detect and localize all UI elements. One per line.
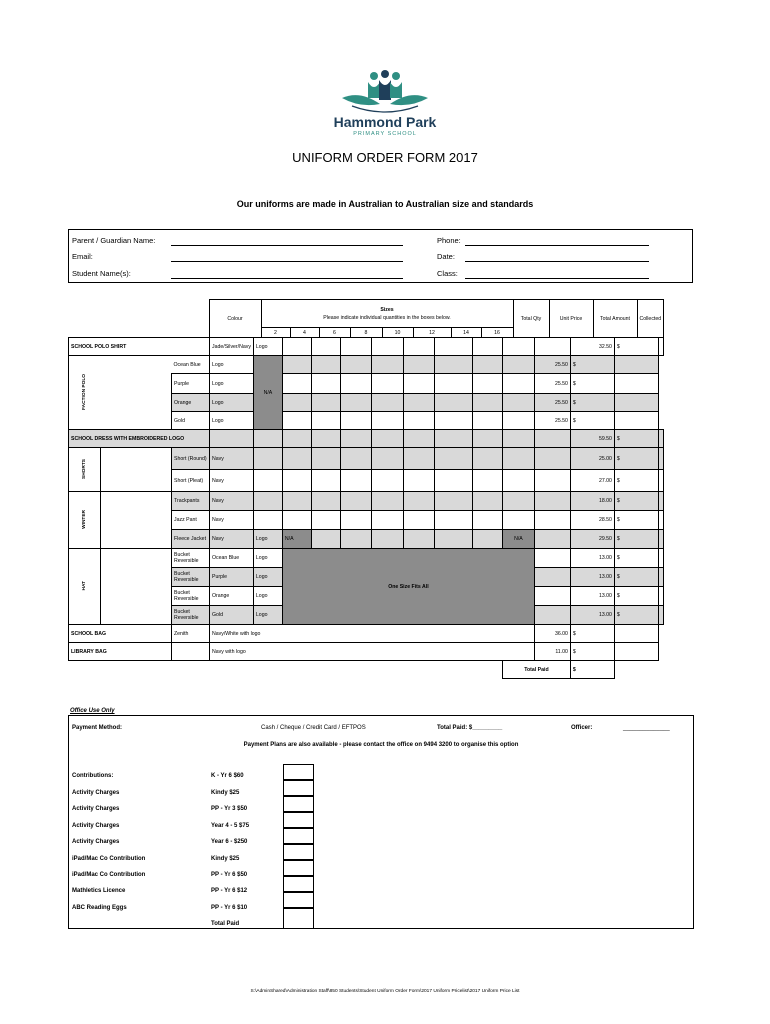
unit-price: 25.00 — [570, 448, 614, 470]
phone-label: Phone: — [437, 236, 461, 245]
office-use-label: Office Use Only — [70, 708, 115, 714]
contribution-amount-box[interactable] — [283, 796, 314, 812]
contribution-detail: Year 6 - $250 — [211, 839, 248, 845]
student-name-field[interactable] — [171, 278, 403, 279]
contribution-amount-box[interactable] — [283, 780, 314, 796]
qty-cell[interactable] — [311, 470, 340, 492]
total-qty-cell[interactable] — [534, 606, 570, 625]
qty-cell[interactable] — [434, 511, 472, 530]
contribution-amount-box[interactable] — [283, 844, 314, 860]
date-field[interactable] — [465, 261, 649, 262]
qty-cell[interactable] — [434, 448, 472, 470]
logo-cell: Logo — [210, 394, 254, 412]
logo-cell: Logo — [210, 374, 254, 394]
dollar-sign: $ — [614, 430, 658, 448]
colour-cell: Navy — [210, 530, 254, 549]
qty-cell[interactable] — [434, 394, 472, 412]
dollar-sign: $ — [570, 356, 614, 374]
qty-cell[interactable] — [311, 530, 340, 549]
unit-price: 11.00 — [534, 643, 570, 661]
unit-price: 29.50 — [570, 530, 614, 549]
shorts-label: SHORTS — [82, 458, 87, 479]
class-label: Class: — [437, 269, 458, 278]
contribution-amount-box[interactable] — [283, 892, 314, 908]
contribution-total-box[interactable] — [283, 908, 314, 929]
qty-cell[interactable] — [282, 338, 311, 356]
qty-cell[interactable] — [282, 394, 311, 412]
qty-cell[interactable] — [371, 412, 403, 430]
contribution-label: Mathletics Licence — [72, 888, 126, 894]
item-name: SCHOOL BAG — [69, 625, 172, 643]
qty-cell[interactable] — [340, 511, 371, 530]
unit-price: 27.00 — [570, 470, 614, 492]
qty-cell[interactable] — [340, 394, 371, 412]
qty-cell[interactable] — [311, 374, 340, 394]
qty-cell[interactable] — [403, 374, 434, 394]
qty-cell[interactable] — [311, 492, 340, 511]
colour-cell: Orange — [172, 394, 210, 412]
collected-cell[interactable] — [658, 338, 663, 356]
dollar-sign: $ — [614, 338, 658, 356]
qty-cell[interactable] — [311, 338, 340, 356]
qty-cell[interactable] — [311, 430, 340, 448]
contribution-detail: PP - Yr 6 $50 — [211, 872, 248, 878]
qty-cell[interactable] — [502, 511, 534, 530]
dollar-sign: $ — [570, 625, 614, 643]
qty-cell[interactable] — [311, 394, 340, 412]
qty-cell[interactable] — [371, 338, 403, 356]
qty-cell[interactable] — [472, 374, 502, 394]
colour-cell: Navy — [210, 492, 254, 511]
total-qty-cell[interactable] — [534, 530, 570, 549]
qty-cell[interactable] — [472, 530, 502, 549]
item-cell: Short (Round) — [172, 448, 210, 470]
total-paid-value[interactable]: $ — [570, 661, 614, 679]
contribution-label: Contributions: — [72, 773, 114, 779]
colour-cell: Jade/Silver/Navy — [210, 338, 254, 356]
qty-cell[interactable] — [502, 430, 534, 448]
total-qty-cell[interactable] — [534, 511, 570, 530]
total-amount-header: Total Amount — [593, 300, 637, 338]
size-label: 2 — [261, 328, 290, 338]
colour-cell: Purple — [172, 374, 210, 394]
unit-price: 13.00 — [570, 549, 614, 568]
contribution-detail: K - Yr 6 $60 — [211, 773, 244, 779]
contribution-label: Activity Charges — [72, 790, 120, 796]
qty-cell[interactable] — [340, 374, 371, 394]
sizes-note: Please indicate individual quantities in the boxes below. — [323, 314, 451, 321]
dollar-sign: $ — [614, 568, 658, 587]
qty-cell[interactable] — [403, 412, 434, 430]
total-qty-cell[interactable] — [534, 430, 570, 448]
unit-price: 13.00 — [570, 606, 614, 625]
dollar-sign: $ — [614, 511, 658, 530]
size-label: 16 — [481, 328, 513, 338]
logo-cell: Logo — [253, 549, 282, 568]
item-cell: Bucket Reversible — [172, 568, 210, 587]
unit-price: 13.00 — [570, 568, 614, 587]
size-label: 4 — [290, 328, 319, 338]
colour-cell: Orange — [210, 587, 254, 606]
qty-cell[interactable] — [311, 448, 340, 470]
unit-price: 25.50 — [534, 412, 570, 430]
contribution-amount-box[interactable] — [283, 812, 314, 828]
contribution-label: Activity Charges — [72, 839, 120, 845]
size-label: 8 — [350, 328, 382, 338]
qty-cell[interactable] — [472, 338, 502, 356]
qty-cell[interactable] — [434, 338, 472, 356]
qty-cell[interactable] — [371, 530, 403, 549]
total-qty-cell[interactable] — [502, 394, 534, 412]
total-qty-cell[interactable] — [534, 587, 570, 606]
officer-label: Officer: — [571, 725, 593, 731]
collected-cell[interactable] — [658, 606, 663, 625]
qty-cell[interactable] — [311, 412, 340, 430]
item-name: SCHOOL DRESS WITH EMBROIDERED LOGO — [69, 430, 210, 448]
officer-field[interactable]: ______________ — [623, 725, 670, 731]
collected-header: Collected — [637, 300, 664, 338]
unit-price: 32.50 — [570, 338, 614, 356]
qty-cell[interactable] — [434, 492, 472, 511]
contribution-amount-box[interactable] — [283, 860, 314, 876]
sizes-title: Sizes — [380, 306, 394, 313]
qty-cell[interactable] — [472, 470, 502, 492]
colour-cell: Gold — [172, 412, 210, 430]
dollar-sign: $ — [570, 394, 614, 412]
parent-details-section — [68, 229, 693, 283]
office-total-paid-bottom: Total Paid — [211, 921, 240, 927]
date-label: Date: — [437, 252, 455, 261]
qty-cell[interactable] — [340, 356, 371, 374]
contribution-label: Activity Charges — [72, 806, 120, 812]
item-cell: Bucket Reversible — [172, 587, 210, 606]
total-qty-cell[interactable] — [534, 470, 570, 492]
qty-cell[interactable] — [340, 448, 371, 470]
page-title: UNIFORM ORDER FORM 2017 — [292, 150, 478, 165]
dollar-sign: $ — [614, 606, 658, 625]
qty-cell[interactable] — [282, 470, 311, 492]
unit-price: 18.00 — [570, 492, 614, 511]
qty-cell[interactable] — [371, 511, 403, 530]
one-size-cell: One Size Fits All — [282, 549, 534, 625]
contribution-amount-box[interactable] — [283, 876, 314, 892]
qty-cell[interactable] — [371, 374, 403, 394]
contribution-label: iPad/Mac Co Contribution — [72, 872, 146, 878]
unit-price-header: Unit Price — [549, 300, 593, 338]
contribution-label: ABC Reading Eggs — [72, 905, 127, 911]
unit-price: 36.00 — [534, 625, 570, 643]
item-cell: Fleece Jacket — [172, 530, 210, 549]
total-paid-label: Total Paid — [502, 661, 570, 679]
size-label: 10 — [382, 328, 413, 338]
qty-cell[interactable] — [403, 470, 434, 492]
qty-cell[interactable] — [472, 511, 502, 530]
total-qty-cell[interactable] — [534, 448, 570, 470]
contribution-detail: Year 4 - 5 $75 — [211, 823, 250, 829]
na-cell: N/A — [282, 530, 311, 549]
qty-cell[interactable] — [472, 356, 502, 374]
logo-cell: Logo — [253, 530, 282, 549]
colour-cell: Navy with logo — [210, 643, 535, 661]
qty-cell[interactable] — [371, 448, 403, 470]
qty-cell[interactable] — [434, 430, 472, 448]
contribution-amount-box[interactable] — [283, 764, 314, 780]
school-logo — [300, 68, 470, 148]
na-cell: N/A — [502, 530, 534, 549]
collected-cell[interactable] — [614, 374, 658, 394]
qty-cell[interactable] — [371, 430, 403, 448]
colour-cell: Navy — [210, 470, 254, 492]
qty-cell[interactable] — [434, 470, 472, 492]
faction-polo-label: FACTION POLO — [82, 373, 88, 410]
unit-price: 13.00 — [570, 587, 614, 606]
colour-cell: Navy — [210, 448, 254, 470]
logo-cell: Logo — [210, 356, 254, 374]
qty-cell[interactable] — [403, 394, 434, 412]
qty-cell[interactable] — [282, 412, 311, 430]
office-use-section — [68, 715, 694, 929]
collected-cell[interactable] — [658, 430, 663, 448]
qty-cell[interactable] — [403, 356, 434, 374]
payment-plans-note: Payment Plans are also available - please contact the office on 9494 3200 to organise this option — [243, 742, 519, 748]
size-label: 12 — [413, 328, 451, 338]
item-cell: Zenith — [172, 625, 210, 643]
qty-cell[interactable] — [403, 338, 434, 356]
qty-cell[interactable] — [311, 511, 340, 530]
total-qty-cell[interactable] — [534, 338, 570, 356]
class-field[interactable] — [465, 278, 649, 279]
logo-school-name: Hammond Park — [333, 114, 437, 130]
qty-cell[interactable] — [403, 511, 434, 530]
qty-cell[interactable] — [434, 412, 472, 430]
total-qty-cell[interactable] — [502, 374, 534, 394]
uniform-items-table — [68, 337, 664, 679]
student-name-label: Student Name(s): — [72, 269, 131, 278]
colour-header: Colour — [209, 300, 261, 338]
contribution-detail: PP - Yr 3 $50 — [211, 806, 248, 812]
colour-cell: Purple — [210, 568, 254, 587]
dollar-sign: $ — [614, 587, 658, 606]
qty-cell[interactable] — [282, 356, 311, 374]
total-qty-cell[interactable] — [534, 492, 570, 511]
contribution-detail: Kindy $25 — [211, 856, 240, 862]
logo-school-subtitle: PRIMARY SCHOOL — [353, 131, 417, 137]
colour-cell: Navy — [210, 511, 254, 530]
logo-cell: Logo — [210, 412, 254, 430]
logo-cell: Logo — [253, 587, 282, 606]
qty-cell[interactable] — [340, 492, 371, 511]
item-cell: Jazz Pant — [172, 511, 210, 530]
collected-cell[interactable] — [658, 587, 663, 606]
collected-cell[interactable] — [658, 470, 663, 492]
qty-cell[interactable] — [282, 374, 311, 394]
contribution-detail: PP - Yr 6 $12 — [211, 888, 248, 894]
parent-name-field[interactable] — [171, 245, 403, 246]
dollar-sign: $ — [614, 549, 658, 568]
payment-options[interactable]: Cash / Cheque / Credit Card / EFTPOS — [261, 725, 366, 731]
payment-method-label: Payment Method: — [72, 725, 123, 731]
hat-label: HAT — [82, 580, 87, 591]
item-cell: Trackpants — [172, 492, 210, 511]
collected-cell[interactable] — [658, 492, 663, 511]
logo-cell: Logo — [253, 606, 282, 625]
contribution-label: iPad/Mac Co Contribution — [72, 856, 146, 862]
collected-cell[interactable] — [614, 394, 658, 412]
qty-cell[interactable] — [502, 448, 534, 470]
logo-cell: Logo — [253, 568, 282, 587]
qty-cell[interactable] — [340, 412, 371, 430]
qty-cell[interactable] — [340, 430, 371, 448]
collected-cell[interactable] — [658, 511, 663, 530]
collected-cell[interactable] — [614, 625, 658, 643]
qty-cell[interactable] — [311, 356, 340, 374]
file-path-footer: S:\AdminShared\Administration Staff\850 Students\Student Uniform Order Form\2017 Uniform Pricelist\2017 Uniform Price List — [250, 989, 520, 994]
collected-cell[interactable] — [614, 643, 658, 661]
unit-price: 25.50 — [534, 394, 570, 412]
qty-cell[interactable] — [472, 412, 502, 430]
qty-cell[interactable] — [472, 492, 502, 511]
office-total-paid: Total Paid: $_________ — [437, 725, 503, 731]
qty-cell[interactable] — [403, 492, 434, 511]
qty-cell[interactable] — [434, 356, 472, 374]
qty-cell[interactable] — [502, 338, 534, 356]
contribution-detail: PP - Yr 6 $10 — [211, 905, 248, 911]
qty-cell[interactable] — [434, 374, 472, 394]
total-qty-cell[interactable] — [502, 412, 534, 430]
winter-label: WINTER — [82, 509, 87, 529]
qty-cell[interactable] — [403, 430, 434, 448]
qty-cell[interactable] — [403, 530, 434, 549]
total-qty-cell[interactable] — [534, 549, 570, 568]
page-subtitle: Our uniforms are made in Australian to Australian size and standards — [236, 199, 534, 209]
total-qty-cell[interactable] — [534, 568, 570, 587]
dollar-sign: $ — [570, 643, 614, 661]
collected-cell[interactable] — [658, 530, 663, 549]
sizes-header — [261, 300, 513, 328]
item-name: LIBRARY BAG — [69, 643, 172, 661]
size-label: 6 — [319, 328, 350, 338]
unit-price: 59.50 — [570, 430, 614, 448]
dollar-sign: $ — [570, 374, 614, 394]
qty-cell[interactable] — [502, 470, 534, 492]
qty-cell[interactable] — [282, 511, 311, 530]
qty-cell[interactable] — [340, 338, 371, 356]
qty-cell[interactable] — [371, 356, 403, 374]
qty-cell[interactable] — [472, 430, 502, 448]
colour-cell: Navy/White with logo — [210, 625, 535, 643]
uniform-order-table — [68, 299, 664, 338]
item-cell: Bucket Reversible — [172, 606, 210, 625]
unit-price: 28.50 — [570, 511, 614, 530]
collected-cell[interactable] — [614, 356, 658, 374]
contribution-label: Activity Charges — [72, 823, 120, 829]
logo-cell: Logo — [253, 338, 282, 356]
colour-cell: Ocean Blue — [172, 356, 210, 374]
table-row — [69, 338, 664, 356]
qty-cell[interactable] — [371, 470, 403, 492]
item-cell: Bucket Reversible — [172, 549, 210, 568]
qty-cell[interactable] — [282, 448, 311, 470]
contribution-amount-box[interactable] — [283, 828, 314, 844]
dollar-sign: $ — [614, 492, 658, 511]
item-name: SCHOOL POLO SHIRT — [69, 338, 210, 356]
dollar-sign: $ — [614, 470, 658, 492]
qty-cell[interactable] — [282, 430, 311, 448]
unit-price: 25.50 — [534, 374, 570, 394]
dollar-sign: $ — [614, 448, 658, 470]
collected-cell[interactable] — [658, 448, 663, 470]
colour-cell: Gold — [210, 606, 254, 625]
size-label: 14 — [451, 328, 481, 338]
qty-cell[interactable] — [472, 394, 502, 412]
dollar-sign: $ — [570, 412, 614, 430]
qty-cell[interactable] — [502, 492, 534, 511]
total-qty-cell[interactable] — [502, 356, 534, 374]
parent-name-label: Parent / Guardian Name: — [72, 236, 156, 245]
contribution-detail: Kindy $25 — [211, 790, 240, 796]
qty-cell[interactable] — [434, 530, 472, 549]
unit-price: 25.50 — [534, 356, 570, 374]
email-label: Email: — [72, 252, 93, 261]
colour-cell: Ocean Blue — [210, 549, 254, 568]
qty-cell[interactable] — [371, 394, 403, 412]
qty-cell[interactable] — [472, 448, 502, 470]
na-cell: N/A — [253, 356, 282, 430]
dollar-sign: $ — [614, 530, 658, 549]
qty-cell[interactable] — [282, 492, 311, 511]
qty-cell[interactable] — [340, 530, 371, 549]
qty-cell[interactable] — [403, 448, 434, 470]
email-field[interactable] — [171, 261, 403, 262]
total-qty-header: Total Qty — [513, 300, 549, 338]
phone-field[interactable] — [465, 245, 649, 246]
collected-cell[interactable] — [614, 412, 658, 430]
qty-cell[interactable] — [371, 492, 403, 511]
item-cell: Short (Pleat) — [172, 470, 210, 492]
collected-cell[interactable] — [658, 568, 663, 587]
collected-cell[interactable] — [658, 549, 663, 568]
qty-cell[interactable] — [340, 470, 371, 492]
